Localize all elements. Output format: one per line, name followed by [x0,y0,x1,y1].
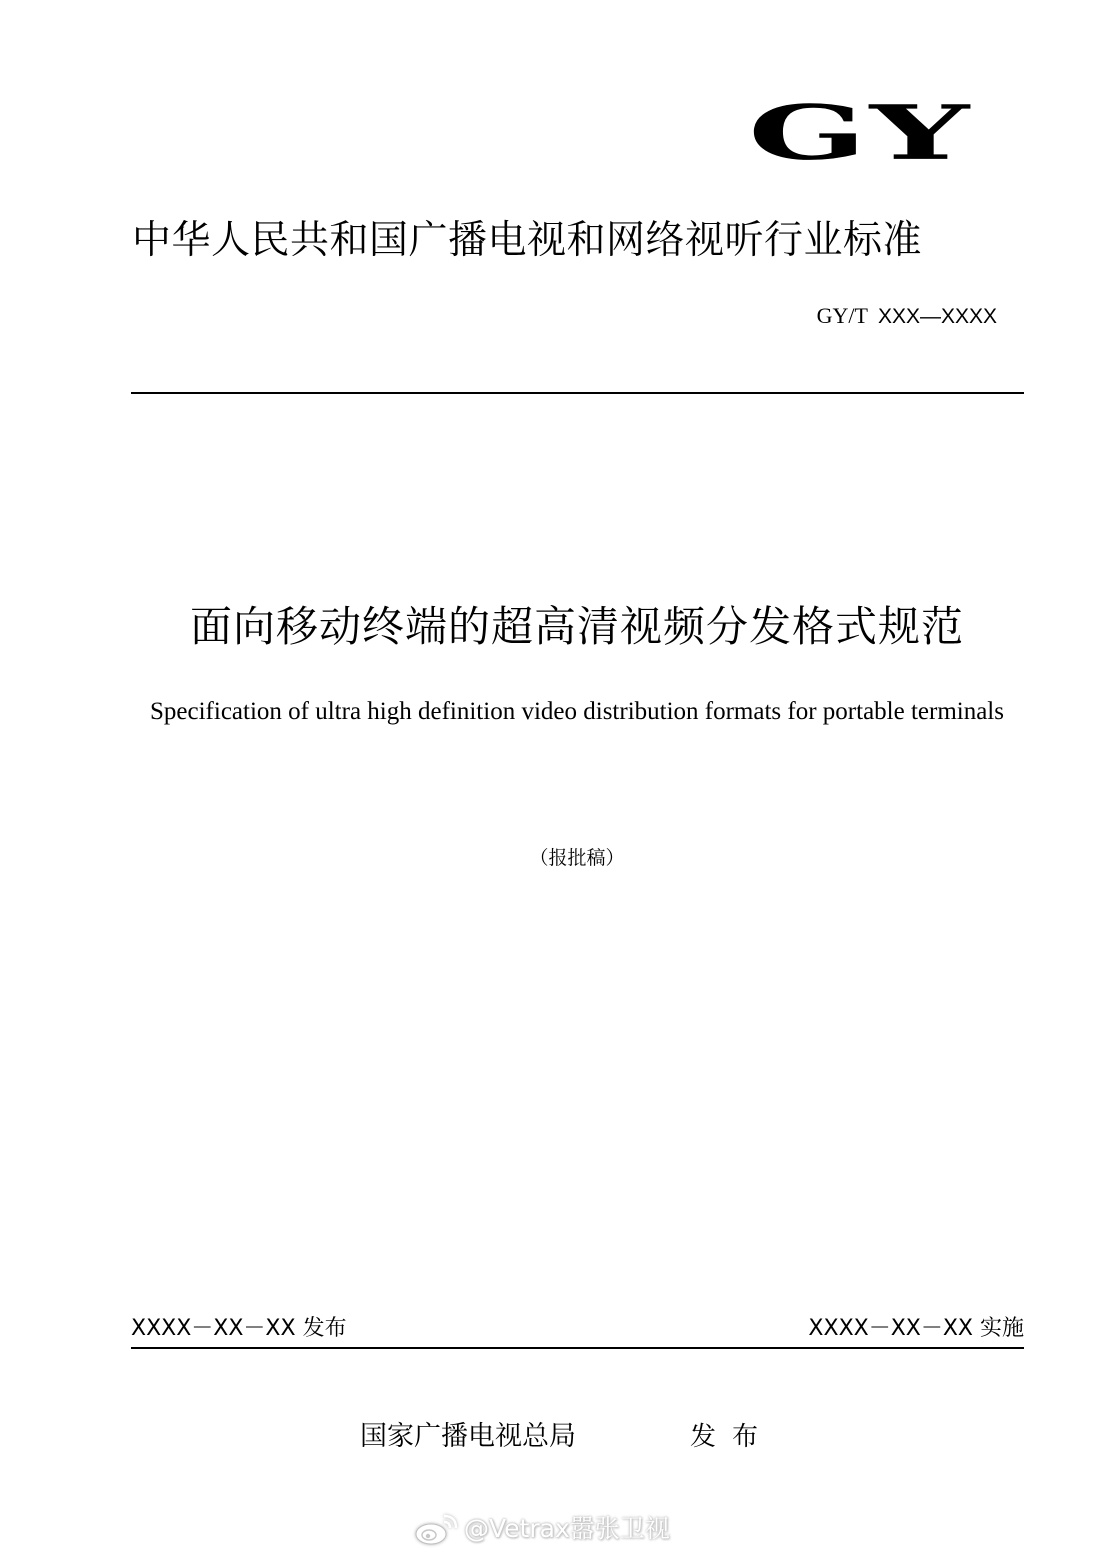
draft-status: （报批稿） [529,847,625,869]
publish-label: 发布 [690,1422,775,1452]
document-title-zh: 面向移动终端的超高清视频分发格式规范 [189,602,964,651]
effective-date: XXXX－XX－XX 实施 [808,1316,1024,1341]
publisher-name: 国家广播电视总局 [360,1421,576,1452]
standard-code [817,302,997,331]
gy-logo: GY [748,88,973,177]
standard-prefix: GY/T [816,303,868,328]
watermark-text: @Vetrax嚣张卫视 [464,1514,670,1543]
release-date: XXXX－XX－XX 发布 [131,1316,347,1341]
document-title-en: Specification of ultra high definition video distribution formats for portable terminals [150,698,1004,725]
watermark [414,1512,670,1546]
footer-divider [131,1347,1024,1349]
weibo-icon [414,1512,458,1546]
standard-number: XXX—XXXX [877,305,997,328]
org-title: 中华人民共和国广播电视和网络视听行业标准 [132,218,923,263]
header-divider [131,392,1024,394]
